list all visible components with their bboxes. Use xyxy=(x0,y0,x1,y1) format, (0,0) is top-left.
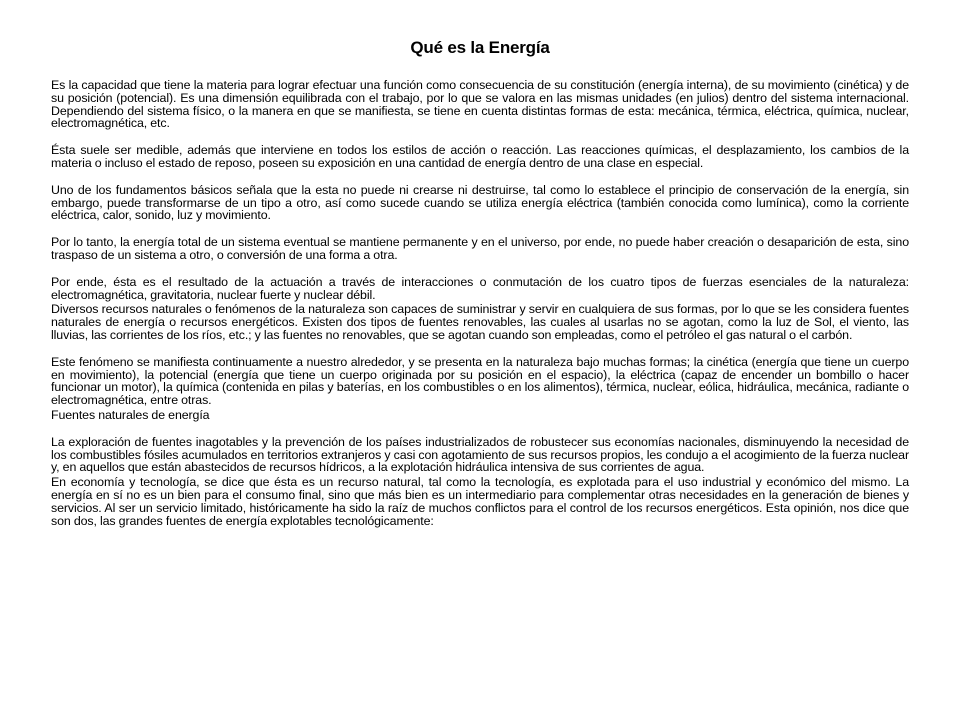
paragraph-measurable: Ésta suele ser medible, además que interviene en todos los estilos de acción o reacción. Las reacciones químicas, el desplazamiento, los cambios de la materia o incluso el estado de reposo, poseen su exposición en una cantidad de energía dentro de una clase en especial. xyxy=(51,143,909,170)
paragraph-economy: En economía y tecnología, se dice que ésta es un recurso natural, tal como la tecnología, es explotada para el uso industrial y económico del mismo. La energía en sí no es un bien para el consumo final, sino que más bien es un intermediario para complementar otras necesidades en la generación de bienes y servicios. Al ser un servicio limitado, históricamente ha sido la raíz de muchos conflictos para el control de los recursos energéticos. Esta opinión, nos dice que son dos, las grandes fuentes de energía explotables tecnológicamente: xyxy=(51,475,909,528)
paragraph-definition: Es la capacidad que tiene la materia para lograr efectuar una función como consecuencia de su constitución (energía interna), de su movimiento (cinética) y de su posición (potencial). Es una dimensión equilibrada con el trabajo, por lo que se valora en las mismas unidades (en julios) dentro del sistema internacional. Dependiendo del sistema físico, o la manera en que se manifiesta, se tiene en cuenta distintas formas de esta: mecánica, térmica, eléctrica, química, nuclear, electromagnética, etc. xyxy=(51,78,909,131)
paragraph-forms: Este fenómeno se manifiesta continuamente a nuestro alrededor, y se presenta en la naturaleza bajo muchas formas; la cinética (energía que tiene un cuerpo en movimiento), la potencial (energía que tiene un cuerpo originada por su posición en el espacio), la eléctrica (capaz de encender un bombillo o hacer funcionar un motor), la química (contenida en pilas y baterías, en los combustibles o en los alimentos), térmica, nuclear, eólica, hidráulica, mecánica, radiante o electromagnética, entre otras. xyxy=(51,354,909,408)
document-title: Qué es la Energía xyxy=(410,38,550,57)
document-body xyxy=(51,79,909,527)
paragraph-exploration: La exploración de fuentes inagotables y la prevención de los países industrializados de robustecer sus economías nacionales, disminuyendo la necesidad de los combustibles fósiles acumulados en territorios extranjeros y casi con agotamiento de sus recursos propios, les condujo a el acogimiento de la fuerza nuclear y, en aquellos que están abastecidos de recursos hídricos, a la explotación hidráulica intensiva de sus corrientes de agua. xyxy=(51,434,909,475)
paragraph-natural-resources: Diversos recursos naturales o fenómenos de la naturaleza son capaces de suministrar y servir en cualquiera de sus formas, por lo que se les considera fuentes naturales de energía o recursos energéticos. Existen dos tipos de fuentes renovables, las cuales al usarlas no se agotan, como la luz de Sol, el viento, las lluvias, las corrientes de los ríos, etc.; y las fuentes no renovables, que se agotan cuando son empleadas, como el petróleo el gas natural o el carbón. xyxy=(51,302,909,342)
paragraph-forces: Por ende, ésta es el resultado de la actuación a través de interacciones o conmutación de los cuatro tipos de fuerzas esenciales de la naturaleza: electromagnética, gravitatoria, nuclear fuerte y nuclear débil. xyxy=(51,274,909,302)
paragraph-conservation: Uno de los fundamentos básicos señala que la esta no puede ni crearse ni destruirse, tal como lo establece el principio de conservación de la energía, sin embargo, puede transformarse de un tipo a otro, así como sucede cuando se utiliza energía eléctrica (también conocida como lumínica), como la corriente eléctrica, calor, sonido, luz y movimiento. xyxy=(51,182,909,223)
paragraph-total-energy: Por lo tanto, la energía total de un sistema eventual se mantiene permanente y en el universo, por ende, no puede haber creación o desaparición de esta, sino traspaso de un sistema a otro, o conversión de una forma a otra. xyxy=(51,235,909,262)
section-heading-fuentes: Fuentes naturales de energía xyxy=(51,407,210,422)
